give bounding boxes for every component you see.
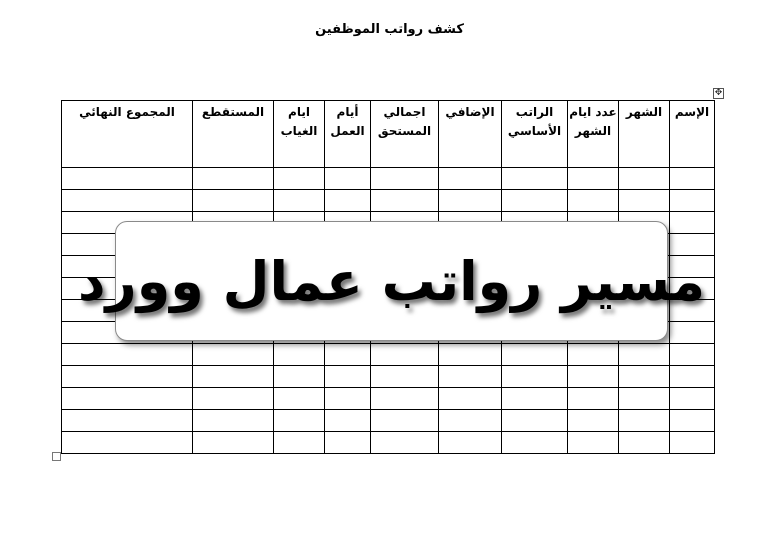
table-cell[interactable]	[193, 388, 274, 410]
table-cell[interactable]	[439, 190, 502, 212]
table-move-handle-icon[interactable]: ✥	[714, 88, 723, 98]
header-total-due: اجمالي المستحق	[371, 101, 439, 168]
table-cell[interactable]	[619, 432, 670, 454]
table-cell[interactable]	[193, 366, 274, 388]
table-row	[62, 388, 715, 410]
table-cell[interactable]	[274, 344, 325, 366]
table-cell[interactable]	[193, 344, 274, 366]
header-absence-days: ايام الغياب	[274, 101, 325, 168]
table-cell[interactable]	[193, 190, 274, 212]
table-cell[interactable]	[502, 344, 568, 366]
table-cell[interactable]	[193, 432, 274, 454]
table-cell[interactable]	[62, 432, 193, 454]
table-cell[interactable]	[619, 388, 670, 410]
table-cell[interactable]	[325, 388, 371, 410]
table-cell[interactable]	[274, 366, 325, 388]
table-cell[interactable]	[62, 344, 193, 366]
table-cell[interactable]	[439, 168, 502, 190]
table-cell[interactable]	[274, 432, 325, 454]
table-row	[62, 344, 715, 366]
header-overtime: الإضافي	[439, 101, 502, 168]
table-cell[interactable]	[502, 168, 568, 190]
table-cell[interactable]	[670, 168, 715, 190]
table-cell[interactable]	[670, 212, 715, 234]
header-final-total: المجموع النهائي	[62, 101, 193, 168]
table-cell[interactable]	[568, 344, 619, 366]
table-cell[interactable]	[371, 344, 439, 366]
table-cell[interactable]	[62, 190, 193, 212]
header-work-days: أيام العمل	[325, 101, 371, 168]
table-cell[interactable]	[371, 410, 439, 432]
header-basic-salary: الراتب الأساسي	[502, 101, 568, 168]
table-cell[interactable]	[193, 168, 274, 190]
table-cell[interactable]	[568, 168, 619, 190]
table-cell[interactable]	[439, 410, 502, 432]
table-row	[62, 366, 715, 388]
table-cell[interactable]	[568, 190, 619, 212]
table-cell[interactable]	[371, 388, 439, 410]
table-cell[interactable]	[502, 410, 568, 432]
table-cell[interactable]	[502, 388, 568, 410]
table-resize-handle-icon[interactable]	[52, 452, 61, 461]
table-cell[interactable]	[325, 410, 371, 432]
table-cell[interactable]	[325, 168, 371, 190]
table-cell[interactable]	[568, 410, 619, 432]
table-cell[interactable]	[670, 322, 715, 344]
table-row	[62, 168, 715, 190]
table-cell[interactable]	[502, 366, 568, 388]
table-row	[62, 190, 715, 212]
table-cell[interactable]	[325, 432, 371, 454]
table-cell[interactable]	[568, 388, 619, 410]
header-days-in-month: عدد ايام الشهر	[568, 101, 619, 168]
table-cell[interactable]	[670, 388, 715, 410]
table-cell[interactable]	[502, 432, 568, 454]
banner-title: مسير رواتب عمال وورد	[77, 249, 706, 313]
table-cell[interactable]	[670, 366, 715, 388]
table-cell[interactable]	[670, 190, 715, 212]
table-cell[interactable]	[274, 388, 325, 410]
table-cell[interactable]	[371, 168, 439, 190]
table-cell[interactable]	[619, 168, 670, 190]
table-cell[interactable]	[325, 366, 371, 388]
table-cell[interactable]	[62, 366, 193, 388]
table-cell[interactable]	[670, 344, 715, 366]
table-cell[interactable]	[193, 410, 274, 432]
table-cell[interactable]	[502, 190, 568, 212]
table-cell[interactable]	[274, 410, 325, 432]
table-cell[interactable]	[274, 168, 325, 190]
table-cell[interactable]	[62, 388, 193, 410]
header-row	[62, 101, 715, 168]
table-cell[interactable]	[568, 366, 619, 388]
table-cell[interactable]	[619, 190, 670, 212]
table-cell[interactable]	[619, 344, 670, 366]
table-cell[interactable]	[568, 432, 619, 454]
document-title: كشف رواتب الموظفين	[315, 22, 464, 37]
table-cell[interactable]	[274, 190, 325, 212]
table-row	[62, 410, 715, 432]
header-month: الشهر	[619, 101, 670, 168]
table-cell[interactable]	[670, 410, 715, 432]
table-cell[interactable]	[325, 190, 371, 212]
table-cell[interactable]	[619, 366, 670, 388]
header-deductions: المستقطع	[193, 101, 274, 168]
table-cell[interactable]	[371, 366, 439, 388]
table-cell[interactable]	[439, 344, 502, 366]
table-cell[interactable]	[439, 432, 502, 454]
table-cell[interactable]	[62, 410, 193, 432]
table-cell[interactable]	[670, 432, 715, 454]
table-row	[62, 432, 715, 454]
table-cell[interactable]	[62, 168, 193, 190]
table-cell[interactable]	[325, 344, 371, 366]
header-name: الإسم	[670, 101, 715, 168]
table-cell[interactable]	[371, 432, 439, 454]
overlay-banner	[77, 221, 706, 341]
table-cell[interactable]	[619, 410, 670, 432]
table-cell[interactable]	[439, 388, 502, 410]
table-cell[interactable]	[439, 366, 502, 388]
table-cell[interactable]	[371, 190, 439, 212]
